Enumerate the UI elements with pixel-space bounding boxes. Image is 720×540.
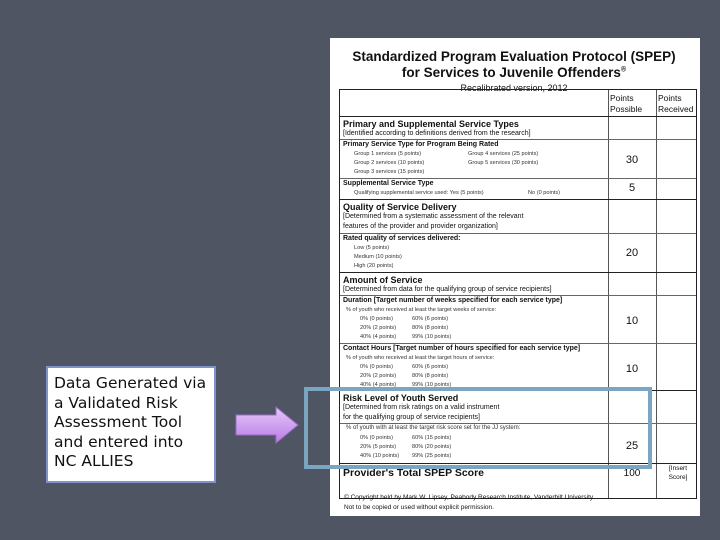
group-3: Group 3 services (15 points) [354,169,425,175]
primary-service-title: Primary Service Type for Program Being Rated [343,141,499,148]
duration-opt: 80% (8 points) [412,325,449,331]
points-received-header: Points Received [658,93,694,114]
duration-sub: % of youth who received at least the target weeks of service: [346,307,497,313]
supplemental-no: No (0 points) [528,190,561,196]
doc-title-line2: for Services to Juvenile Offenders® [401,65,627,80]
primary-supplemental-note: [Identified according to definitions derived from the research] [343,130,531,137]
risk-sub: % of youth with at least the target risk score set for the JJ system: [346,425,521,431]
duration-opt: 40% (4 points) [360,334,397,340]
supplemental-title: Supplemental Service Type [343,180,434,187]
contact-opt: 0% (0 points) [360,364,393,370]
amount-note: [Determined from data for the qualifying group of service recipients] [343,286,552,293]
contact-opt: 99% (10 points) [412,382,452,388]
total-points: 100 [623,468,641,479]
risk-opt: 99% (25 points) [412,453,452,459]
quality-medium: Medium (10 points) [354,254,402,260]
amount-title: Amount of Service [343,275,423,285]
doc-title-line1: Standardized Program Evaluation Protocol (SPEP) [352,49,676,64]
group-4: Group 4 services (25 points) [468,151,539,157]
contact-opt: 80% (8 points) [412,373,449,379]
quality-low: Low (5 points) [354,245,390,251]
duration-opt: 60% (6 points) [412,316,449,322]
risk-note1: [Determined from risk ratings on a valid instrument [343,404,500,411]
doc-subtitle: Recalibrated version, 2012 [460,83,568,93]
primary-supplemental-title: Primary and Supplemental Service Types [343,119,519,129]
primary-points: 30 [625,154,639,166]
points-possible-header: Points Possible [610,93,643,114]
rated-quality-title: Rated quality of services delivered: [343,235,461,242]
risk-points: 25 [625,440,639,452]
duration-opt: 0% (0 points) [360,316,393,322]
duration-title: Duration [Target number of weeks specified for each service type] [343,297,563,304]
risk-title: Risk Level of Youth Served [343,393,459,403]
contact-points: 10 [625,363,639,375]
risk-note2: for the qualifying group of service recipients] [343,414,480,421]
supplemental-yes: Qualifying supplemental service used: Yes (5 points) [354,190,484,196]
contact-sub: % of youth who received at least the target hours of service: [346,355,495,361]
footer-permission: Not to be copied or used without explicit permission. [344,504,494,511]
group-1: Group 1 services (5 points) [354,151,422,157]
callout-text: Data Generated via a Validated Risk Assessment Tool and entered into NC ALLIES [54,374,207,470]
risk-opt: 20% (5 points) [360,444,397,450]
duration-points: 10 [625,315,639,327]
footer-copyright: © Copyright held by Mark W. Lipsey, Peabody Research Institute, Vanderbilt University. [344,494,595,501]
risk-opt: 0% (0 points) [360,435,393,441]
quality-high: High (20 points) [354,263,394,269]
quality-title: Quality of Service Delivery [343,202,457,212]
contact-opt: 40% (4 points) [360,382,397,388]
right-arrow-icon [234,405,300,445]
contact-title: Contact Hours [Target number of hours specified for each service type] [343,345,581,352]
duration-opt: 99% (10 points) [412,334,452,340]
risk-opt: 80% (20 points) [412,444,452,450]
contact-opt: 20% (2 points) [360,373,397,379]
quality-note2: features of the provider and provider organization] [343,223,498,230]
supplemental-points: 5 [628,182,636,194]
group-5: Group 5 services (30 points) [468,160,539,166]
risk-opt: 40% (10 points) [360,453,400,459]
risk-opt: 60% (15 points) [412,435,452,441]
contact-opt: 60% (6 points) [412,364,449,370]
quality-points: 20 [625,247,639,259]
callout-text-box [46,366,216,483]
quality-note1: [Determined from a systematic assessment of the relevant [343,213,524,220]
insert-score: [Insert Score] [668,465,688,481]
duration-opt: 20% (2 points) [360,325,397,331]
total-score-label: Provider's Total SPEP Score [343,467,484,479]
group-2: Group 2 services (10 points) [354,160,425,166]
risk-highlight-box [304,387,652,469]
